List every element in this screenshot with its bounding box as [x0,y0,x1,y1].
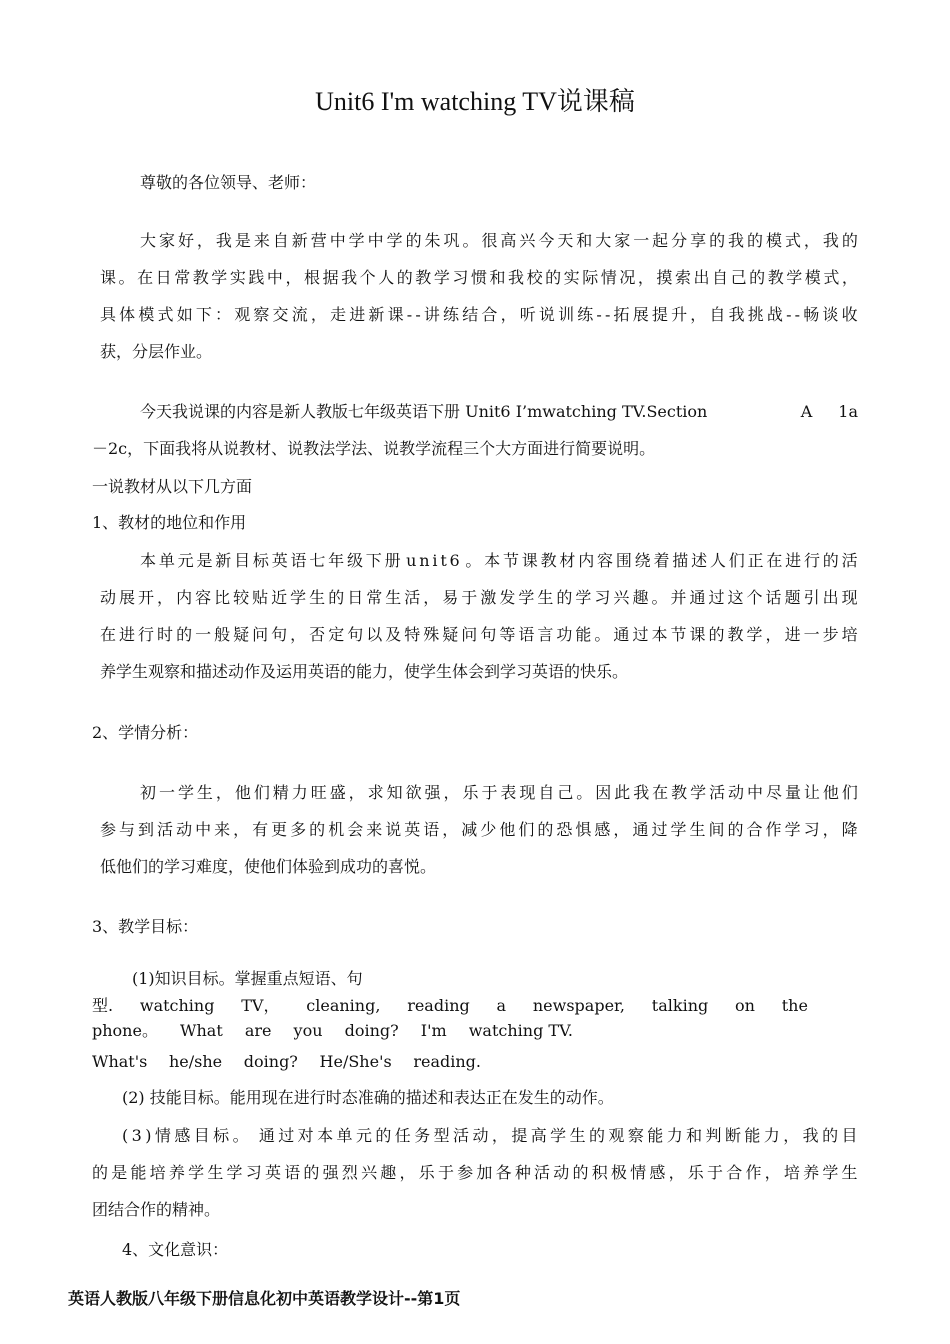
goal-1-word: TV， [241,996,280,1015]
goal-1-word: the [781,996,808,1015]
section-1-4-heading: 4、文化意识： [122,1240,229,1259]
goal-3-line-2: 的 是 能 培 养 学 生 学 习 英 语 的 强 烈 兴 趣 ， 乐 于 参 加 各 种 活 动 的 积 极 情 感 ， 乐 于 合 作 ， 培 养 学 生 [92,1163,858,1182]
goal-1-word: watching [139,996,215,1015]
goal-1-word: talking [651,996,709,1015]
goal-1-line-1: (1)知识目标。掌握重点短语、句 [132,969,363,988]
section-1-1-heading: 1、教材的地位和作用 [92,513,247,532]
goal-1-word: are [244,1021,272,1040]
page-footer: 英语人教版八年级下册信息化初中英语教学设计--第1页 [68,1289,461,1308]
goal-1-word: watching TV. [468,1021,573,1040]
s2-para-line-3: 低他们的学习难度，使他们体验到成功的喜悦。 [100,857,437,876]
document-title: Unit6 I'm watching TV说课稿 [315,87,635,116]
goal-1-word: I'm [420,1021,447,1040]
goal-2: (2) 技能目标。能用现在进行时态准确的描述和表达正在发生的动作。 [122,1088,614,1107]
goal-1-word: you [293,1021,323,1040]
s2-para-line-2: 参 与 到 活 动 中 来 ， 有 更 多 的 机 会 来 说 英 语 ， 减 少 他 们 的 恐 惧 感 ， 通 过 学 生 间 的 合 作 学 习 ， 降 [100,820,858,839]
goal-1-word: 型. [92,996,114,1015]
goal-1-word: What [180,1021,223,1040]
goal-3-line-3: 团结合作的精神。 [92,1200,221,1219]
content-section-a: A [800,402,813,421]
content-line-2: －2c，下面我将从说教材、说教法学法、说教学流程三个大方面进行简要说明。 [92,439,656,458]
greeting: 尊敬的各位领导、老师： [140,173,317,192]
goal-3-line-1: ( 3 ) 情 感 目 标 。 通 过 对 本 单 元 的 任 务 型 活 动 ， 提 高 学 生 的 观 察 能 力 和 判 断 能 力 ， 我 的 目 [122,1126,858,1145]
goal-1-word: reading [407,996,470,1015]
intro-line-4: 获，分层作业。 [100,342,213,361]
goal-1-word: What's [92,1052,148,1071]
intro-line-1: 大 家 好 ， 我 是 来 自 新 营 中 学 中 学 的 朱 巩 。 很 高 兴 今 天 和 大 家 一 起 分 享 的 我 的 模 式 ， 我 的 [140,231,858,250]
intro-line-3: 具 体 模 式 如 下 ： 观 察 交 流 ， 走 进 新 课 - - 讲 练 结 合 ， 听 说 训 练 - - 拓 展 提 升 ， 自 我 挑 战 - - 畅 谈 收 [100,305,858,324]
s1-para-line-1: 本 单 元 是 新 目 标 英 语 七 年 级 下 册 u n i t 6 。 本 节 课 教 材 内 容 围 绕 着 描 述 人 们 正 在 进 行 的 活 [140,551,858,570]
s1-para-line-4: 养学生观察和描述动作及运用英语的能力，使学生体会到学习英语的快乐。 [100,662,629,681]
content-section-range: 1a [838,402,858,421]
goal-1-line-4 [92,1052,481,1072]
goal-1-word: newspaper, [532,996,626,1015]
intro-line-2: 课 。 在 日 常 教 学 实 践 中 ， 根 据 我 个 人 的 教 学 习 惯 和 我 校 的 实 际 情 况 ， 摸 索 出 自 己 的 教 学 模 式 ， [100,268,858,287]
content-text: 今天我说课的内容是新人教版七年级英语下册 Unit6 I’mwatching TV.Section [140,402,708,421]
goal-1-line-2 [92,996,808,1016]
s1-para-line-2: 动 展 开 ， 内 容 比 较 贴 近 学 生 的 日 常 生 活 ， 易 于 激 发 学 生 的 学 习 兴 趣 。 并 通 过 这 个 话 题 引 出 现 [100,588,858,607]
section-1-2-heading: 2、学情分析： [92,723,199,742]
goal-1-line-3 [92,1021,573,1041]
goal-1-word: cleaning, [306,996,381,1015]
section-1-title: 一说教材从以下几方面 [92,477,253,496]
s1-para-line-3: 在 进 行 时 的 一 般 疑 问 句 ， 否 定 句 以 及 特 殊 疑 问 句 等 语 言 功 能 。 通 过 本 节 课 的 教 学 ， 进 一 步 培 [100,625,858,644]
goal-1-word: doing? [344,1021,399,1040]
goal-1-word: reading. [413,1052,481,1071]
goal-1-word: doing? [243,1052,298,1071]
goal-1-word: on [735,996,755,1015]
content-line-1 [140,402,858,422]
section-1-3-heading: 3、教学目标： [92,917,199,936]
s2-para-line-1: 初 一 学 生 ， 他 们 精 力 旺 盛 ， 求 知 欲 强 ， 乐 于 表 现 自 己 。 因 此 我 在 教 学 活 动 中 尽 量 让 他 们 [140,783,858,802]
goal-1-word: he/she [168,1052,223,1071]
goal-1-word: phone。 [92,1021,158,1040]
goal-1-word: He/She's [319,1052,392,1071]
goal-1-word: a [496,996,507,1015]
